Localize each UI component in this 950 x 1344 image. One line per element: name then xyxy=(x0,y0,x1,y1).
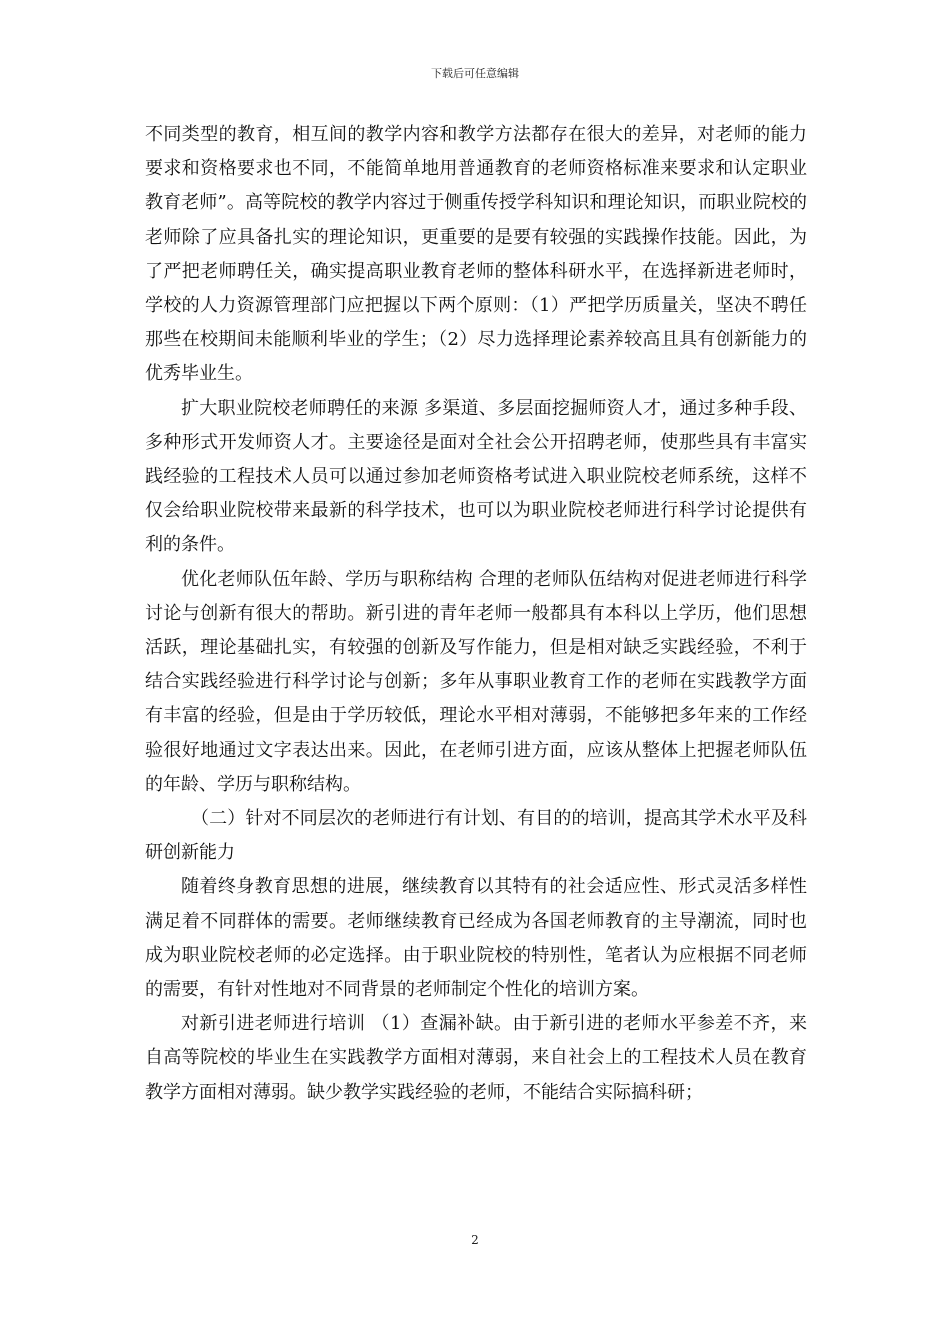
page-number: 2 xyxy=(471,1233,479,1247)
paragraph-new-teacher-training: 对新引进老师进行培训 （1）查漏补缺。由于新引进的老师水平参差不齐，来自高等院校的毕业生在实践教学方面相对薄弱，来自社会上的工程技术人员在教育教学方面相对薄弱。缺少教学实践经验的老师，不能结合实际搞科研； xyxy=(145,1013,807,1103)
paragraph-continuing-education: 随着终身教育思想的进展，继续教育以其特有的社会适应性、形式灵活多样性满足着不同群体的需要。老师继续教育已经成为各国老师教育的主导潮流，同时也成为职业院校老师的必定选择。由于职业院校的特别性，笔者认为应根据不同老师的需要，有针对性地对不同背景的老师制定个性化的培训方案。 xyxy=(145,876,807,1001)
paragraph-optimize-structure: 优化老师队伍年龄、学历与职称结构 合理的老师队伍结构对促进老师进行科学讨论与创新有很大的帮助。新引进的青年老师一般都具有本科以上学历，他们思想活跃，理论基础扎实，有较强的创新及写作能力，但是相对缺乏实践经验，不利于结合实践经验进行科学讨论与创新；多年从事职业教育工作的老师在实践教学方面有丰富的经验，但是由于学历较低，理论水平相对薄弱，不能够把多年来的工作经验很好地通过文字表达出来。因此，在老师引进方面，应该从整体上把握老师队伍的年龄、学历与职称结构。 xyxy=(145,568,807,795)
paragraph-expand-recruitment: 扩大职业院校老师聘任的来源 多渠道、多层面挖掘师资人才，通过多种手段、多种形式开发师资人才。主要途径是面对全社会公开招聘老师，使那些具有丰富实践经验的工程技术人员可以通过参加老师资格考试进入职业院校老师系统，这样不仅会给职业院校带来最新的科学技术，也可以为职业院校老师进行科学讨论提供有利的条件。 xyxy=(145,397,807,556)
paragraph-continuation: 不同类型的教育，相互间的教学内容和教学方法都存在很大的差异，对老师的能力要求和资格要求也不同，不能简单地用普通教育的老师资格标准来要求和认定职业教育老师”。高等院校的教学内容过于侧重传授学科知识和理论知识，而职业院校的老师除了应具备扎实的理论知识，更重要的是要有较强的实践操作技能。因此，为了严把老师聘任关，确实提高职业教育老师的整体科研水平，在选择新进老师时，学校的人力资源管理部门应把握以下两个原则：（1）严把学历质量关，坚决不聘任那些在校期间未能顺利毕业的学生；（2）尽力选择理论素养较高且具有创新能力的优秀毕业生。 xyxy=(145,124,807,385)
document-body xyxy=(145,118,807,1110)
page-header: 下载后可任意编辑 xyxy=(431,67,519,80)
section-heading: （二）针对不同层次的老师进行有计划、有目的的培训，提高其学术水平及科研创新能力 xyxy=(145,808,807,864)
